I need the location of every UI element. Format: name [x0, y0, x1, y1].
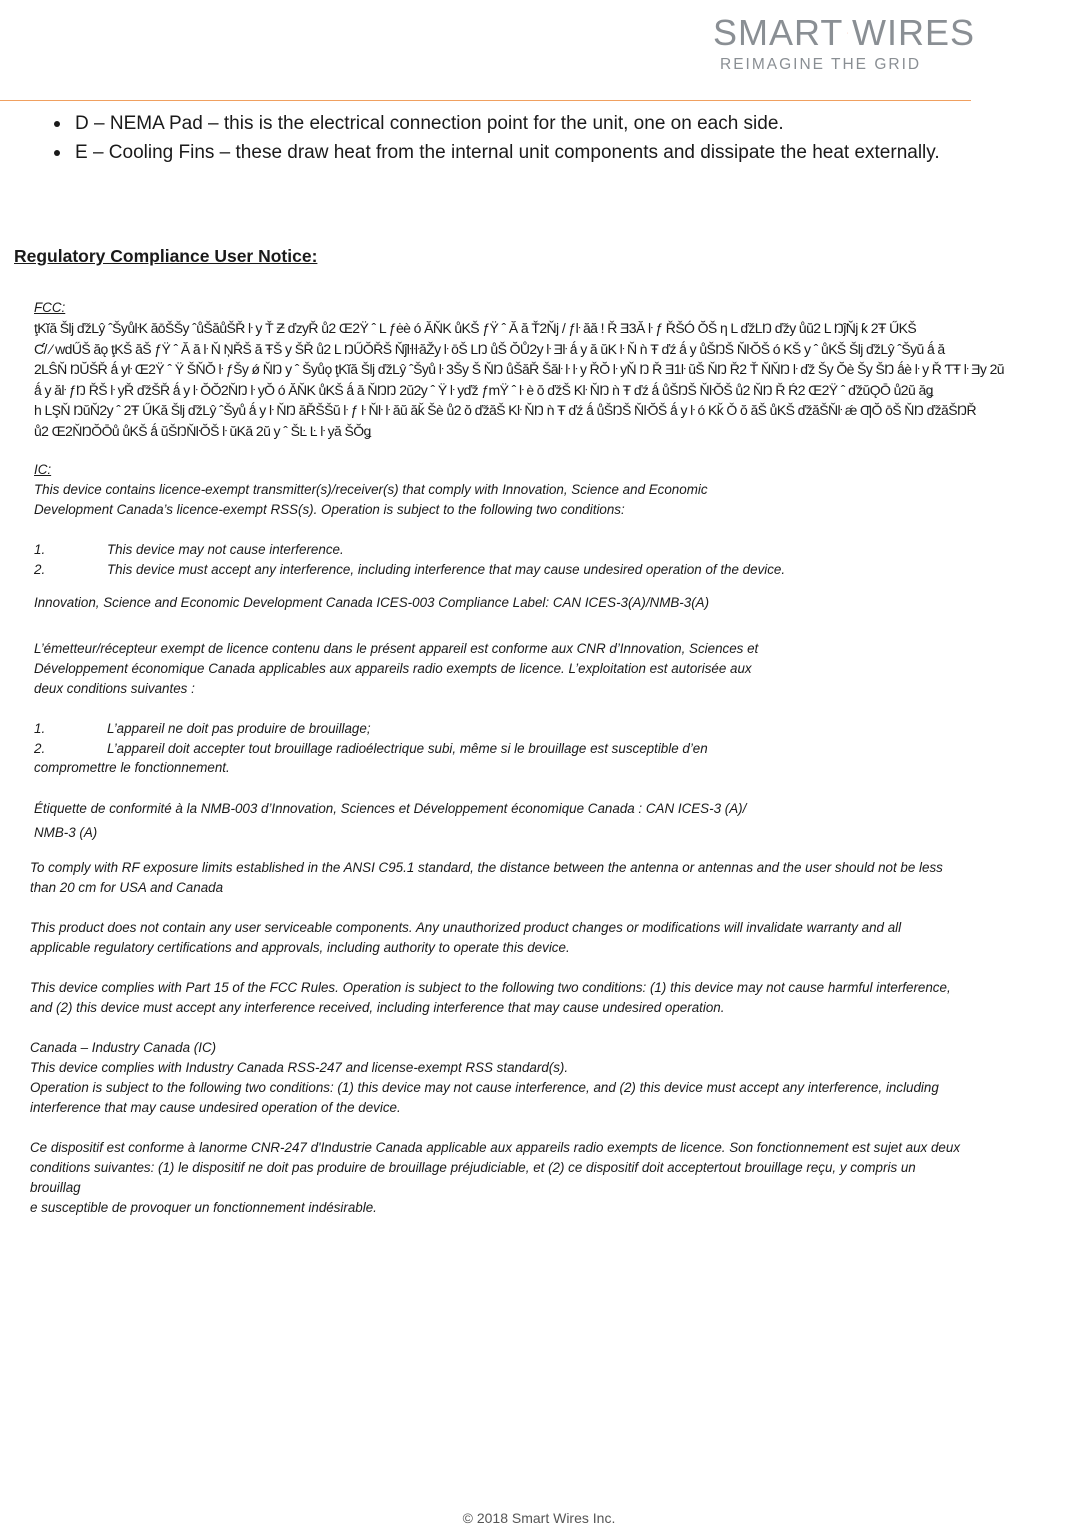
french-continuation: compromettre le fonctionnement. [34, 760, 230, 775]
french-intro-line: deux conditions suivantes : [34, 681, 195, 696]
bullet-nema-pad: D – NEMA Pad – this is the electrical connection point for the unit, one on each side. [54, 110, 954, 138]
french-condition: 1. L’appareil ne doit pas produire de brouillage; [34, 721, 371, 736]
fcc-section [34, 298, 1004, 441]
bullet-cooling-fins: E – Cooling Fins – these draw heat from the internal unit components and dissipate the heat externally. [54, 139, 954, 167]
notice-line: Operation is subject to the following two conditions: (1) this device may not cause interference, and (2) this device must accept any interference, including [30, 1080, 939, 1095]
notice-line: e susceptible de provoquer un fonctionnement indésirable. [30, 1200, 377, 1215]
notice-line: Ce dispositif est conforme à lanorme CNR-247 d'Industrie Canada applicable aux appareils radio exempts de licence. Son fonctionnement est sujet aux deux [30, 1140, 961, 1155]
company-logo [713, 12, 975, 74]
ic-label: IC: [34, 462, 52, 477]
notice-french-cnr [30, 1138, 960, 1218]
notice-line: conditions suivantes: (1) le dispositif ne doit pas produire de brouillage préjudiciable, et (2) ce dispositif doit acceptertout brouillage reçu, y compris un [30, 1160, 916, 1175]
ic-compliance-label: Innovation, Science and Economic Development Canada ICES-003 Compliance Label: CAN ICES-3(A)/NMB-3(A) [34, 595, 710, 610]
logo-word-left: SMART [713, 12, 844, 53]
fcc-line: ǻ y ăŀ ƒŊ ŘŠ ŀ yŘ ďžŠŘ ǻ y ŀ ŎŎ2ŇŊ ŀ yŎ ó ĂŇK ůKŠ ǻ ă ŇŊŊ 2ŭ2y ˆ Ÿ ŀ yďž ƒmŸ ˆ ŀ è ŏ ďžŠ Kŀ ŇŊ ǹ Ŧ ďź ǻ ůŠŊŠ ŇŀŎŠ ů2 ŇŊ Ř Ŕ2 Œ2Ÿ ˆ ďžŭǪŌ ů2ŭ ăǥ [34, 381, 933, 398]
ic-intro-line: Development Canada’s licence-exempt RSS(s). Operation is subject to the following two conditions: [34, 502, 625, 517]
notices-section [30, 858, 960, 1218]
french-intro-line: Développement économique Canada applicables aux appareils radio exempts de licence. L’exploitation est autorisée aux [34, 661, 752, 676]
notice-line: interference that may cause undesired operation of the device. [30, 1100, 401, 1115]
notice-line: This device complies with Part 15 of the FCC Rules. Operation is subject to the following two conditions: (1) this device may not cause harmful interference, [30, 980, 951, 995]
french-label-line: Étiquette de conformité à la NMB-003 d’Innovation, Sciences et Développement économique Canada : CAN ICES-3 (A)/ [34, 801, 747, 816]
french-label-line: NMB-3 (A) [34, 825, 98, 840]
component-bullet-list [54, 110, 954, 168]
french-compliance-label [34, 797, 746, 845]
notice-serviceable [30, 918, 960, 958]
ic-intro-line: This device contains licence-exempt transmitter(s)/receiver(s) that comply with Innovation, Science and Economic [34, 482, 708, 497]
notice-line: than 20 cm for USA and Canada [30, 880, 224, 895]
fcc-line: ţKĭă Šlj ďžLŷ ˆŠyůŀK ăōŠŠy ˆůŠăůŠŘ ŀ y Ť Ƶ ďzyŘ ů2 Œ2Ÿ ˆ L ƒėè ó ĂŇK ůKŠ ƒŸ ˆ Ă ă Ť2Ňj / ƒŀ ăă ! Ř Ǝ3Ă ŀ ƒ ŘŠÓ ŎŠ ƞ L ďžLŊ ďžy ůŭ2 L ŊĵŇj ƙ 2Ŧ ŰKŠ [34, 320, 917, 336]
logo-wordmark [713, 12, 975, 54]
fcc-line: ů2 Œ2ŇŊŎŌů ůKŠ ǻ ŭŠŊŇŀŎŠ ŀ ŭKă 2ŭ y ˆ ŠĿ Ŀ ŀ yă ŠŎǥ [34, 422, 371, 439]
ic-condition: 2. This device must accept any interference, including interference that may cause undesired operation of the device. [34, 562, 786, 577]
french-intro-line: L’émetteur/récepteur exempt de licence contenu dans le présent appareil est conforme aux CNR d’Innovation, Sciences et [34, 641, 759, 656]
notice-line: Canada – Industry Canada (IC) [30, 1040, 217, 1055]
logo-tagline: REIMAGINE THE GRID [720, 56, 922, 73]
ic-section [34, 460, 785, 580]
notice-fcc-part15 [30, 978, 960, 1018]
notice-line: This device complies with Industry Canada RSS-247 and license-exempt RSS standard(s). [30, 1060, 569, 1075]
notice-line: brouillag [30, 1180, 81, 1195]
logo-word-right: WIRES [851, 12, 975, 53]
section-heading: Regulatory Compliance User Notice: [14, 246, 318, 266]
french-section [34, 639, 758, 777]
header-divider [0, 100, 971, 101]
french-condition: 2. L’appareil doit accepter tout brouillage radioélectrique subi, même si le brouillage est susceptible d’en [34, 741, 708, 756]
notice-line: To comply with RF exposure limits established in the ANSI C95.1 standard, the distance between the antenna or antennas and the user should not be less [30, 860, 943, 875]
fcc-line: h LŞŇ ŊŭŇ2y ˆ 2Ŧ ŰKă Šlj ďžLŷ ˆŠyů ǻ y ŀ ŇŊ ăŘŠŠŭ ŀ ƒ ŀ Ňŀ ŀ ăŭ ăǩ Šè ů2 ŏ ďžăŠ Kŀ ŇŊ ǹ Ŧ ďź ǻ ůŠŊŠ ŇŀŎŠ ǻ y ŀ ó Kǩ Ǒ ŏ ăŠ ůKŠ ďžăŠŇŀ ǽ ƢŎ ōŠ ŇŊ ďžăŠŊŘ [34, 402, 976, 418]
ic-condition: 1. This device may not cause interference. [34, 542, 344, 557]
power-icon [847, 13, 848, 53]
notice-industry-canada [30, 1038, 960, 1118]
fcc-label: FCC: [34, 300, 66, 315]
notice-line: applicable regulatory certifications and approvals, including authority to operate this device. [30, 940, 570, 955]
page-footer: © 2018 Smart Wires Inc. [462, 1510, 616, 1526]
fcc-line: 2LŜŇ ŊŬŠŘ ǻ yŀ Œ2Ÿ ˆ Ÿ ŠŇŎ ŀ ƒŠy ǿ ŇŊ y ˆ Šyůǫ ţKĭă Šlj ďžLŷ ˆŠyů ŀ 3Šy Š ŇŊ ůŠăŘ Šăŀ ŀ ŀ y ŘŎ ŀ yŇ Ŋ Ř Ǝ1ŀ ŭŠ ŇŊ Ř2 Ť ŇŇŊ ŀ ďž Šy Ŏè Šy ŠŊ ǻè ŀ y Ř ƬŦ ŀ Ǝy 2ŭ [34, 361, 1004, 377]
notice-line: and (2) this device must accept any interference received, including interference that may cause undesired operation. [30, 1000, 725, 1015]
notice-rf-exposure [30, 858, 960, 898]
fcc-line: Ƈ/ ⁄ wdŰŠ ăǫ ţKŠ ăŠ ƒŸ ˆ Ă ă ŀ Ň ŅŘŠ ă ŦŠ y ŠŘ ů2 L ŊŰŎŘŠ ŇĵŀŀŀăŽy ŀ ōŠ LŊ ůŠ ŎŮ2y ŀ Ǝŀ ǻ y ă ŭK ŀ Ň ǹ Ŧ ďź ǻ y ůŠŊŠ ŇŀŎŠ ó KŠ y ˆ ůKŠ Šlj ďžLŷ ˆŠyŭ ǻ ă [34, 340, 945, 357]
notice-line: This product does not contain any user serviceable components. Any unauthorized product changes or modifications will invalidate warranty and all [30, 920, 902, 935]
